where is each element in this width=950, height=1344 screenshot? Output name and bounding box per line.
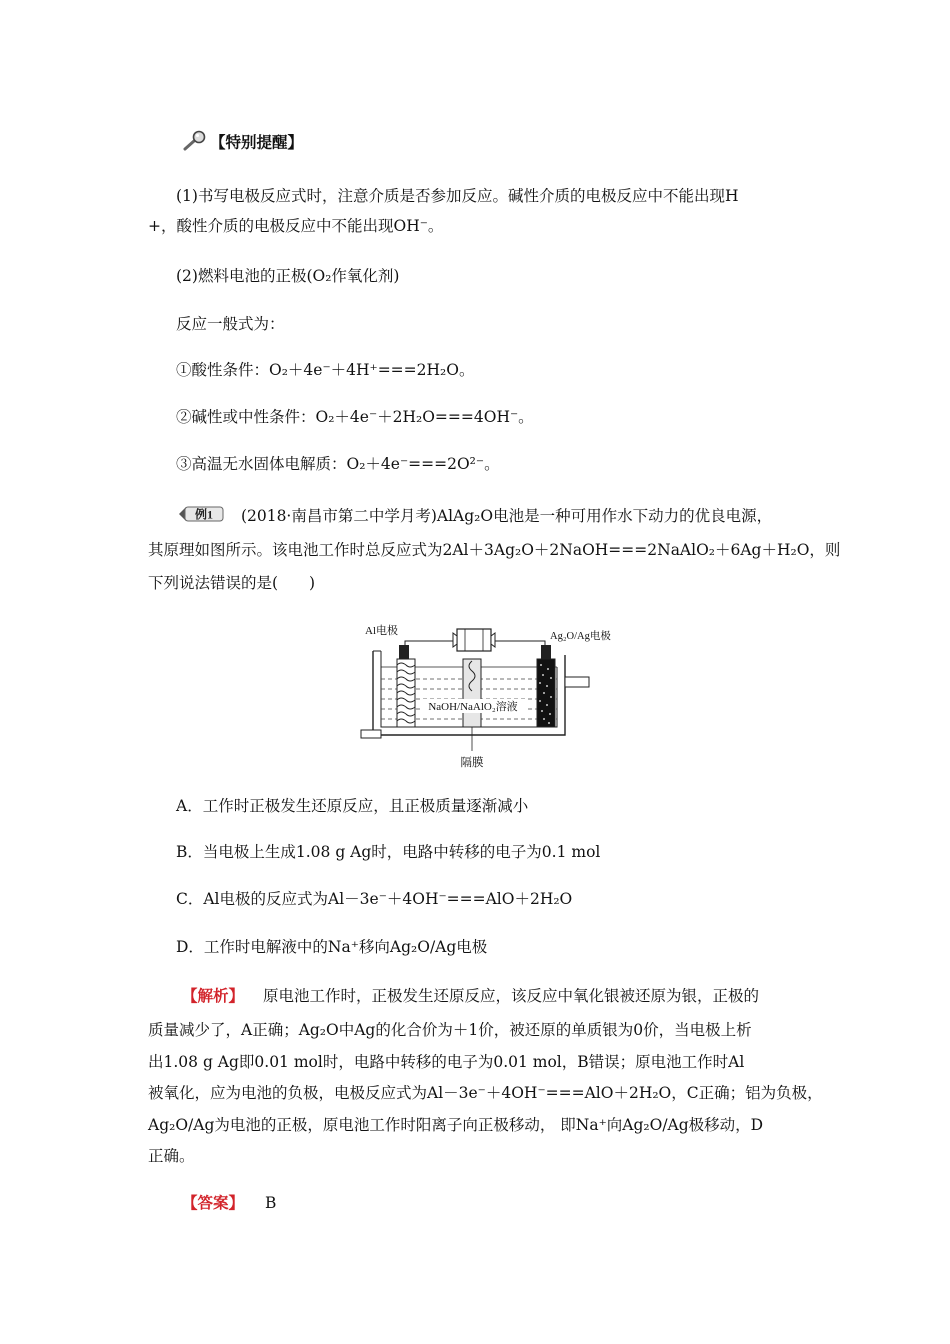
solution-label: NaOH/NaAlO₂溶液: [428, 701, 518, 713]
analysis-line4: 被氧化，应为电池的负极，电极反应式为Al－3e⁻＋4OH⁻===AlO＋2H₂O，C正确；铝为负极，: [148, 1084, 823, 1102]
note-item2: ②碱性或中性条件：O₂＋4e⁻＋2H₂O===4OH⁻。: [176, 408, 534, 426]
magnifier-icon: [182, 130, 208, 157]
example-text-line1: (2018·南昌市第二中学月考)AlAg₂O电池是一种可用作水下动力的优良电源，: [240, 506, 773, 525]
special-note-header: [182, 130, 303, 157]
example-line1: [176, 504, 772, 529]
ag-electrode: [537, 645, 555, 727]
membrane-label: 隔膜: [460, 757, 484, 769]
answer-value: B: [264, 1194, 277, 1212]
analysis-line5: Ag₂O/Ag为电池的正极，原电池工作时阳离子向正极移动， 即Na⁺向Ag₂O/Ag极移动，D: [148, 1116, 764, 1134]
note-p1-line2: +，酸性介质的电极反应中不能出现OH⁻。: [148, 217, 444, 235]
example-line3: 下列说法错误的是( ): [148, 574, 316, 592]
ag-electrode-label: Ag₂O/Ag电极: [550, 631, 611, 642]
load-device-icon: [453, 629, 495, 651]
analysis-line1: [182, 986, 759, 1006]
answer-line: [182, 1193, 276, 1213]
analysis-label: 【解析】: [182, 986, 245, 1005]
note-item3: ③高温无水固体电解质：O₂＋4e⁻===2O²⁻。: [176, 455, 500, 473]
analysis-line2: 质量减少了，A正确；Ag₂O中Ag的化合价为＋1价，被还原的单质银为0价，当电极上析: [148, 1021, 752, 1039]
note-item1: ①酸性条件：O₂＋4e⁻＋4H⁺===2H₂O。: [176, 361, 475, 379]
note-p1-line1: (1)书写电极反应式时，注意介质是否参加反应。碱性介质的电极反应中不能出现H: [176, 187, 739, 205]
analysis-text-line1: 原电池工作时，正极发生还原反应，该反应中氧化银被还原为银，正极的: [262, 987, 759, 1005]
analysis-line6: 正确。: [148, 1147, 195, 1165]
al-electrode-label: Al电极: [365, 625, 398, 637]
answer-label: 【答案】: [182, 1193, 245, 1212]
example-badge-label: 例1: [194, 507, 214, 522]
option-b: B．当电极上生成1.08 g Ag时，电路中转移的电子为0.1 mol: [176, 843, 601, 861]
al-electrode: [397, 645, 415, 727]
analysis-line3: 出1.08 g Ag即0.01 mol时，电路中转移的电子为0.01 mol，B错误；原电池工作时Al: [148, 1053, 745, 1071]
example-badge: [176, 504, 226, 529]
option-a: A．工作时正极发生还原反应，且正极质量逐渐减小: [176, 797, 529, 815]
special-note-title: 【特别提醒】: [210, 132, 304, 152]
option-d: D．工作时电解液中的Na⁺移向Ag₂O/Ag电极: [176, 938, 488, 956]
example-line2: 其原理如图所示。该电池工作时总反应式为2Al＋3Ag₂O＋2NaOH===2NaAlO₂＋6Ag＋H₂O，则: [148, 541, 841, 559]
option-c: C．Al电极的反应式为Al－3e⁻＋4OH⁻===AlO＋2H₂O: [176, 890, 573, 908]
battery-diagram: [355, 615, 611, 773]
note-p3: 反应一般式为：: [176, 315, 285, 333]
note-p2: (2)燃料电池的正极(O₂作氧化剂): [176, 267, 400, 285]
